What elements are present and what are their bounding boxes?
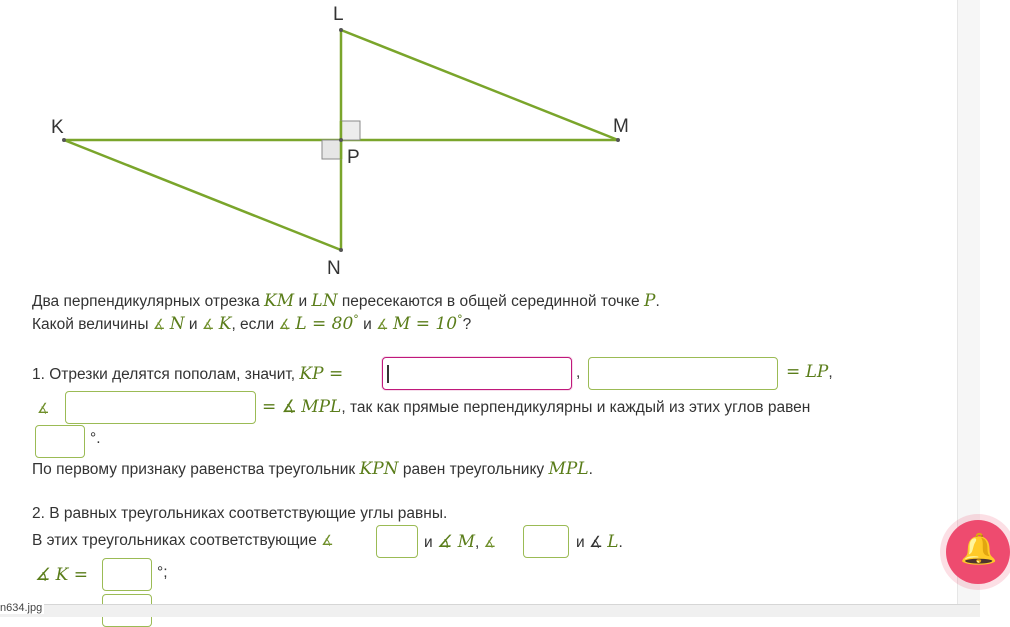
angle-1-answer-input[interactable] [376,525,418,558]
segment-lm [341,30,618,140]
step2-k-suffix: °; [157,564,168,581]
angle-k-answer-input[interactable] [102,558,152,591]
download-filename[interactable]: n634.jpg [0,602,43,614]
step1-text: 1. Отрезки делятся пополам, значит, KP = [32,364,344,384]
step1-angle-symbol: ∡ [37,401,50,417]
angle-2-answer-input[interactable] [523,525,569,558]
download-bar [0,604,980,617]
problem-line-1: Два перпендикулярных отрезка KM и LN пересекаются в общей серединной точке P. [32,291,660,311]
label-n: N [327,258,341,279]
step1-comma: , [576,364,581,381]
label-m: M [613,116,629,137]
geometry-diagram [0,0,980,285]
step1-conclusion: По первому признаку равенства треугольник KPN равен треугольнику MPL. [32,459,593,479]
bell-icon: 🔔 [960,533,998,566]
point-p [339,138,343,142]
segment-kn [64,140,341,250]
right-angle-marker-bottom [322,140,341,159]
step2-mid: и ∡ M, ∡ [424,532,497,552]
step2-line: В этих треугольниках соответствующие ∡ [32,532,334,549]
degree-answer-input[interactable] [35,425,85,458]
step2-end: и ∡ L. [576,532,623,552]
step1-eq-lp: = LP, [786,362,833,382]
step2-heading: 2. В равных треугольниках соответствующие углы равны. [32,505,448,522]
notifications-button[interactable] [946,520,1010,584]
right-angle-marker-top [341,121,360,140]
angle-answer-input[interactable] [65,391,256,424]
kp-answer-input[interactable] [382,357,572,390]
step2-k-eq: ∡ K = [35,565,88,585]
point-n [339,248,343,252]
label-p: P [347,147,360,168]
label-l: L [333,4,344,25]
point-m [616,138,620,142]
step1-degree-suffix: °. [90,430,101,447]
lp-answer-input[interactable] [588,357,778,390]
step1-angle-text: = ∡ MPL, так как прямые перпендикулярны и каждый из этих углов равен [262,397,811,417]
text-caret [387,365,389,383]
label-k: K [51,117,64,138]
problem-line-2: Какой величины ∡ N и ∡ K, если ∡ L = 80° и ∡ M = 10°? [32,313,472,334]
point-k [62,138,66,142]
point-l [339,28,343,32]
